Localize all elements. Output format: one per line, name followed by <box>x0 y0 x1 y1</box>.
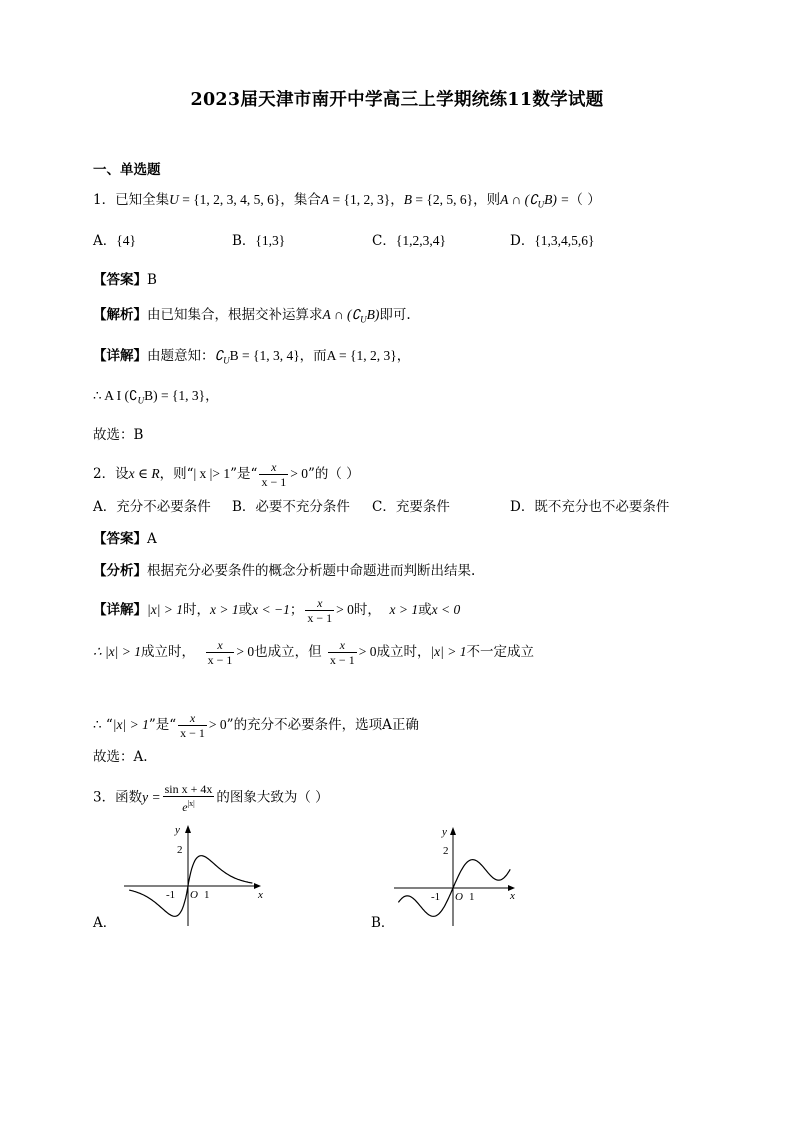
y-axis-label: y <box>442 826 447 838</box>
q1-B: B <box>403 192 412 207</box>
tick-neg-1: -1 <box>166 889 176 901</box>
tick-2: 2 <box>443 845 449 857</box>
q1-expr-sub: U <box>537 199 545 210</box>
q1-detail: 【详解】由题意知：$∁_UB = \{1$, 3, 4}，而A = {1, 2, 3}， <box>93 348 411 366</box>
q2-option-a: A．充分不必要条件 <box>93 499 211 515</box>
question-2: 2．设x ∈ R，则“| x |> 1”是“ $\frac{x}{x - 1}$ > 0”的（ ） <box>93 460 360 489</box>
x-axis-label: x <box>510 890 515 902</box>
origin-label: O <box>190 889 198 901</box>
q2-analysis: 【分析】根据充分必要条件的概念分析题中命题进而判断出结果. <box>93 563 476 579</box>
q2-choose: 故选：A. <box>93 749 148 765</box>
q2-fraction: $\frac{x}{x - 1}$ <box>261 460 287 489</box>
y-axis-label: y <box>175 824 180 836</box>
section-heading: 一、单选题 <box>93 162 161 178</box>
q2-detail-line2: ∴ |x| > 1成立时， $\frac{x}{x - 1}$ > 0也成立，但 $\frac{x}{x - 1}$ > 0成立时，|x| > 1不一定成立 <box>93 638 534 667</box>
q1-expr: A ∩ (∁ <box>500 192 538 207</box>
tick-2: 2 <box>177 844 183 856</box>
question-1 <box>93 190 601 215</box>
q1-U: U <box>169 192 179 207</box>
q2-conclusion: ∴ “|x| > 1”是“ $\frac{x}{x - 1}$ > 0”的充分不必要条件，选项A正确 <box>93 711 419 740</box>
q1-option-d: D．{1,3,4,5,6} <box>510 233 595 249</box>
graph-option-b[interactable] <box>386 822 536 930</box>
q2-option-b: B．必要不充分条件 <box>232 499 350 515</box>
q1-analysis: 【解析】由已知集合，根据交补运算求A ∩ $(∁_UB)$即可. <box>93 307 411 325</box>
q3-function-fraction: $\frac{\text{sin x + 4x}}{e^{|x|}}$ <box>164 782 213 814</box>
q1-paren: （ ） <box>569 192 601 208</box>
q1-B-set: = {2, 5, 6} <box>412 192 474 207</box>
q1-option-b: B．{1,3} <box>232 233 286 249</box>
q1-mid3: ，则 <box>473 192 501 208</box>
q2-option-d: D．既不充分也不必要条件 <box>510 499 670 515</box>
tick-neg-1: -1 <box>431 891 441 903</box>
x-axis-label: x <box>258 889 263 901</box>
q3-option-a-label: A． <box>93 915 117 931</box>
q1-option-a: A．{4} <box>93 233 136 249</box>
tick-1: 1 <box>204 889 210 901</box>
q1-option-c: C．{1,2,3,4} <box>372 233 446 249</box>
graph-option-a[interactable] <box>118 818 268 930</box>
q1-choose: 故选：B <box>93 427 144 443</box>
q1-mid1: ，集合 <box>280 192 321 208</box>
y-axis-arrow <box>185 825 191 833</box>
q1-A-set: = {1, 2, 3} <box>329 192 391 207</box>
q1-mid2: ， <box>390 192 404 208</box>
q3-option-b-label: B． <box>371 915 395 931</box>
page-title: 2023届天津市南开中学高三上学期统练11数学试题 <box>190 90 604 110</box>
question-3: 3．函数y = $\frac{\text{sin x + 4x}}{e^{|x|}}$ 的图象大致为（ ） <box>93 782 329 814</box>
q1-lead: 1．已知全集 <box>93 192 170 208</box>
q1-answer: 【答案】B <box>93 272 157 288</box>
q2-answer: 【答案】A <box>93 531 157 547</box>
q2-option-c: C．充要条件 <box>372 499 450 515</box>
q2-detail-line1: 【详解】|x| > 1时，x > 1或x < −1； $\frac{x}{x - 1}$ > 0时， x > 1或x < 0 <box>93 596 461 625</box>
q1-A: A <box>320 192 330 207</box>
q1-expr-end: B) = <box>544 192 570 207</box>
y-axis-arrow <box>450 827 456 835</box>
origin-label: O <box>455 891 463 903</box>
q1-U-set: = {1, 2, 3, 4, 5, 6} <box>178 192 281 207</box>
tick-1: 1 <box>469 891 475 903</box>
q1-therefore: ∴ A I $(∁_UB) = \{1$, 3}， <box>93 388 219 406</box>
